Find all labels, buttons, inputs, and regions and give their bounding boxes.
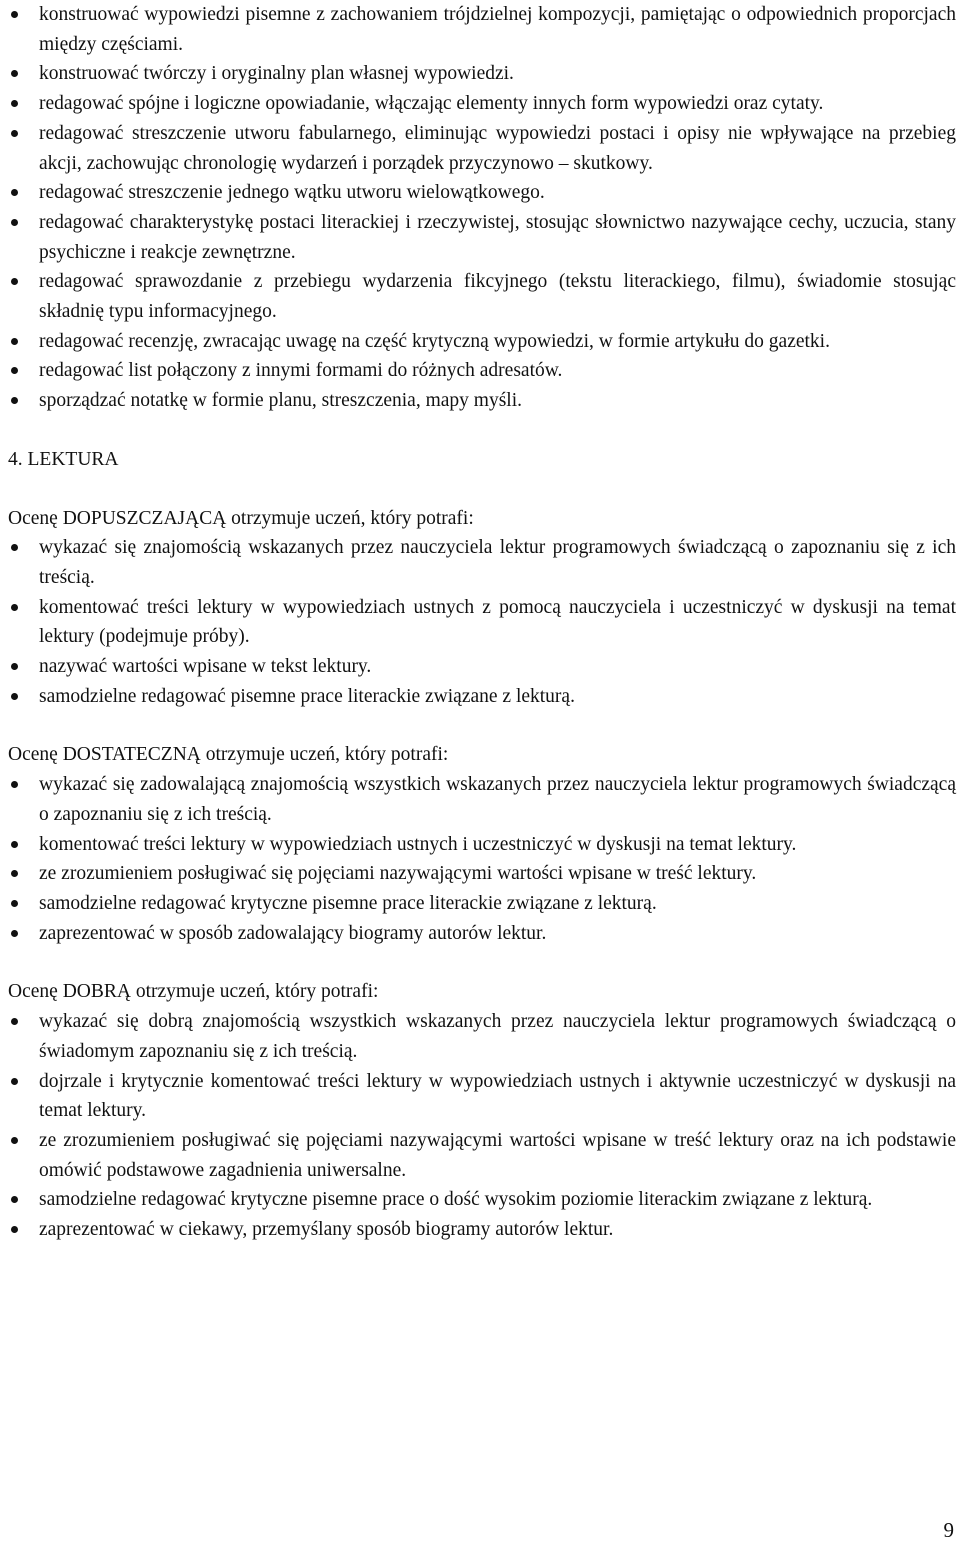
list-item: dojrzale i krytycznie komentować treści lektury w wypowiedziach ustnych i aktywnie uczestniczyć w dyskusji na temat lektury. bbox=[8, 1067, 956, 1126]
grade-heading-dopuszczajaca: Ocenę DOPUSZCZAJĄCĄ otrzymuje uczeń, który potrafi: bbox=[8, 507, 474, 529]
list-item: komentować treści lektury w wypowiedziach ustnych i uczestniczyć w dyskusji na temat lektury. bbox=[8, 830, 956, 860]
list-item: redagować streszczenie utworu fabularnego, eliminując wypowiedzi postaci i opisy nie wpływające na przebieg akcji, zachowując chronologię wydarzeń i porządek przyczynowo – skutkowy. bbox=[8, 119, 956, 178]
bullet-icon bbox=[9, 919, 21, 949]
list-item: redagować charakterystykę postaci literackiej i rzeczywistej, stosując słownictwo nazywające cechy, uczucia, stany psychiczne i reakcje zewnętrzne. bbox=[8, 208, 956, 267]
grade-list-dobra bbox=[8, 1007, 956, 1245]
page-content bbox=[8, 0, 956, 1245]
section-heading bbox=[8, 445, 956, 475]
grade-heading-dostateczna: Ocenę DOSTATECZNĄ otrzymuje uczeń, który potrafi: bbox=[8, 744, 449, 766]
bullet-icon bbox=[9, 267, 21, 297]
bullet-icon bbox=[9, 593, 21, 623]
writing-skills-list bbox=[8, 0, 956, 416]
list-item: redagować sprawozdanie z przebiegu wydarzenia fikcyjnego (tekstu literackiego, filmu), świadomie stosując składnię typu informacyjnego. bbox=[8, 267, 956, 326]
list-item: ze zrozumieniem posługiwać się pojęciami nazywającymi wartości wpisane w treść lektury oraz na ich podstawie omówić podstawowe zagadnienia uniwersalne. bbox=[8, 1126, 956, 1185]
bullet-icon bbox=[9, 0, 21, 30]
list-item: redagować spójne i logiczne opowiadanie, włączając elementy innych form wypowiedzi oraz cytaty. bbox=[8, 89, 956, 119]
list-item: samodzielne redagować krytyczne pisemne prace literackie związane z lekturą. bbox=[8, 889, 956, 919]
list-item: wykazać się zadowalającą znajomością wszystkich wskazanych przez nauczyciela lektur programowych świadczącą o zapoznaniu się z ich treścią. bbox=[8, 770, 956, 829]
bullet-icon bbox=[9, 386, 21, 416]
bullet-icon bbox=[9, 682, 21, 712]
bullet-icon bbox=[9, 1185, 21, 1215]
bullet-icon bbox=[9, 1067, 21, 1097]
bullet-icon bbox=[9, 533, 21, 563]
grade-name: DOPUSZCZAJĄCĄ bbox=[62, 507, 227, 529]
section-number: 4. bbox=[8, 448, 23, 470]
bullet-icon bbox=[9, 59, 21, 89]
list-item: redagować recenzję, zwracając uwagę na część krytyczną wypowiedzi, w formie artykułu do gazetki. bbox=[8, 327, 956, 357]
list-item: ze zrozumieniem posługiwać się pojęciami nazywającymi wartości wpisane w treść lektury. bbox=[8, 859, 956, 889]
page-number: 9 bbox=[943, 1518, 954, 1542]
list-item: wykazać się dobrą znajomością wszystkich wskazanych przez nauczyciela lektur programowych świadczącą o świadomym zapoznaniu się z ich treścią. bbox=[8, 1007, 956, 1066]
list-item: komentować treści lektury w wypowiedziach ustnych z pomocą nauczyciela i uczestniczyć w dyskusji na temat lektury (podejmuje próby). bbox=[8, 593, 956, 652]
list-item: wykazać się znajomością wskazanych przez nauczyciela lektur programowych świadczącą o zapoznaniu się z ich treścią. bbox=[8, 533, 956, 592]
bullet-icon bbox=[9, 1215, 21, 1245]
list-item: redagować streszczenie jednego wątku utworu wielowątkowego. bbox=[8, 178, 956, 208]
list-item: konstruować twórczy i oryginalny plan własnej wypowiedzi. bbox=[8, 59, 956, 89]
bullet-icon bbox=[9, 830, 21, 860]
grade-list-dostateczna bbox=[8, 770, 956, 948]
bullet-icon bbox=[9, 770, 21, 800]
bullet-icon bbox=[9, 178, 21, 208]
bullet-icon bbox=[9, 1126, 21, 1156]
list-item: zaprezentować w ciekawy, przemyślany sposób biogramy autorów lektur. bbox=[8, 1215, 956, 1245]
grade-heading-dobra: Ocenę DOBRĄ otrzymuje uczeń, który potrafi: bbox=[8, 981, 379, 1003]
list-item: nazywać wartości wpisane w tekst lektury. bbox=[8, 652, 956, 682]
grade-name: DOSTATECZNĄ bbox=[62, 744, 201, 766]
bullet-icon bbox=[9, 327, 21, 357]
bullet-icon bbox=[9, 208, 21, 238]
bullet-icon bbox=[9, 1007, 21, 1037]
grade-list-dopuszczajaca bbox=[8, 533, 956, 711]
list-item: redagować list połączony z innymi formami do różnych adresatów. bbox=[8, 356, 956, 386]
section-title: LEKTURA bbox=[27, 448, 119, 470]
bullet-icon bbox=[9, 119, 21, 149]
bullet-icon bbox=[9, 356, 21, 386]
list-item: sporządzać notatkę w formie planu, streszczenia, mapy myśli. bbox=[8, 386, 956, 416]
list-item: konstruować wypowiedzi pisemne z zachowaniem trójdzielnej kompozycji, pamiętając o odpowiednich proporcjach między częściami. bbox=[8, 0, 956, 59]
list-item: samodzielne redagować krytyczne pisemne prace o dość wysokim poziomie literackim związane z lekturą. bbox=[8, 1185, 956, 1215]
grade-name: DOBRĄ bbox=[62, 981, 131, 1003]
list-item: zaprezentować w sposób zadowalający biogramy autorów lektur. bbox=[8, 919, 956, 949]
bullet-icon bbox=[9, 89, 21, 119]
bullet-icon bbox=[9, 652, 21, 682]
bullet-icon bbox=[9, 889, 21, 919]
list-item: samodzielne redagować pisemne prace literackie związane z lekturą. bbox=[8, 682, 956, 712]
bullet-icon bbox=[9, 859, 21, 889]
